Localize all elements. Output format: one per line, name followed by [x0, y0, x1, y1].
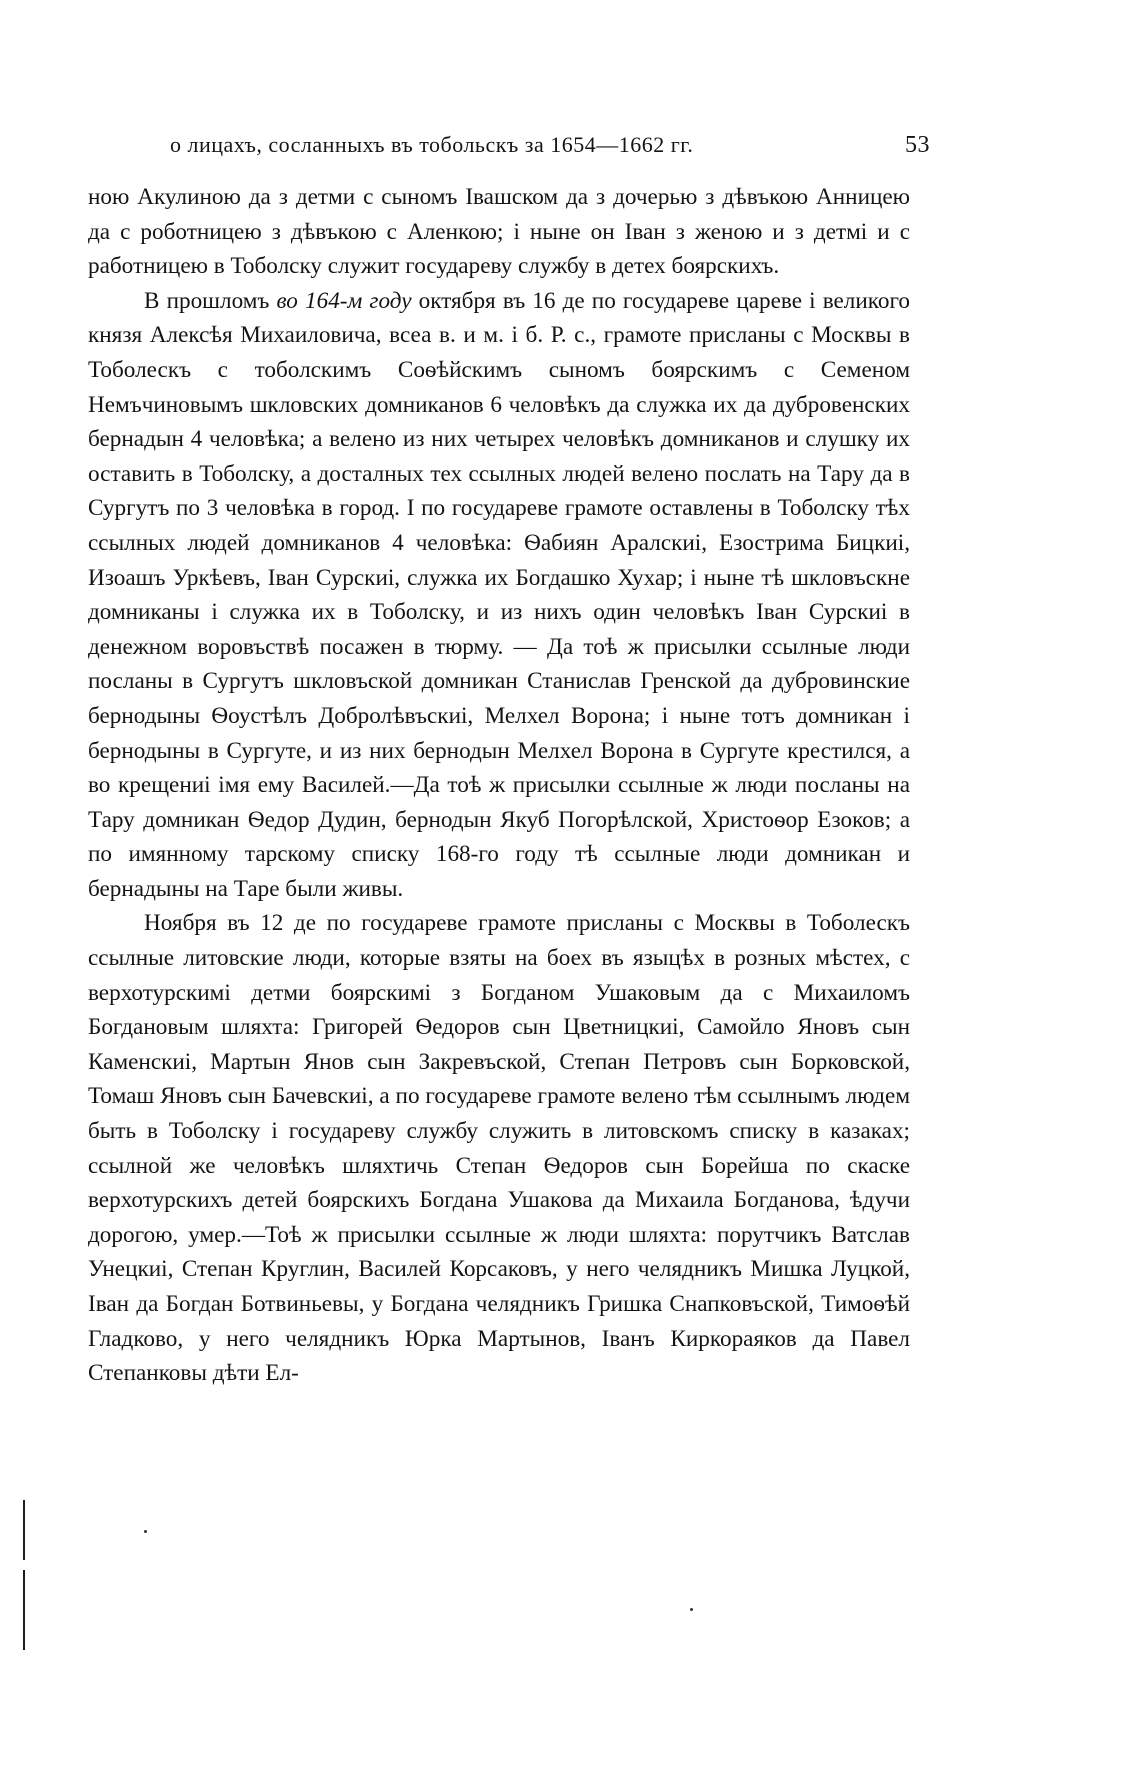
paragraph-164: [88, 284, 910, 907]
italic-year: во 164-м году: [276, 287, 412, 314]
scan-speck: [690, 1608, 693, 1611]
paragraph-text: ною Акулиною да з детми с сыномъ Івашском да з дочерью з дѣвъкою Анницею да с роботницею з дѣвъкою с Аленкою; і ныне он Іван з женою и з детмі и с работницею в Тоболску служит государеву службу в детех боярскихъ.: [88, 184, 910, 280]
scan-edge-line: [23, 1500, 25, 1560]
running-title: о лицахъ, сосланныхъ въ тобольскъ за 1654—1662 гг.: [170, 132, 694, 157]
scan-edge-line: [23, 1570, 25, 1650]
running-header: [96, 132, 930, 166]
paragraph-text: октября въ 16 де по государеве цареве і великого князя Алексѣя Михаиловича, всеа в. и м. і б. Р. с., грамоте присланы с Москвы в Тоболескъ с тоболскимъ Соѳѣйскимъ сыномъ боярскимъ с Семеном Немъчиновымъ шкловских домниканов 6 человѣкъ да служка их да дубровенских бернадын 4 человѣка; а велено из них четырех человѣкъ домниканов и слушку их оставить в Тоболску, а досталных тех ссылных людей велено послать на Тару да в Сургутъ по 3 человѣка в город. І по государеве грамоте оставлены в Тоболску тѣх ссылных людей домниканов 4 человѣка: Ѳабиян Аралскиі, Езострима Бицкиі, Изоашъ Уркѣевъ, Іван Сурскиі, служка их Богдашко Хухар; і ныне тѣ шкловъскне домниканы і служка их в Тоболску, и из нихъ один человѣкъ Іван Сурскиі в денежном воровъствѣ посажен в тюрму. — Да тоѣ ж присылки ссылные люди посланы в Сургутъ шкловъской домникан Станислав Гренской да дубровинские бернодыны Ѳоустѣлъ Добролѣвъскиі, Мелхел Ворона; і ныне тотъ домникан і бернодыны в Сургуте, и из них бернодын Мелхел Ворона в Сургуте крестился, а во крещениі імя ему Василей.—Да тоѣ ж присылки ссылные ж люди посланы на Тару домникан Ѳедор Дудин, бернодын Якуб Погорѣлской, Христоѳор Езоков; а по имянному тарскому списку 168-го году тѣ ссылные люди домникан и бернадыны на Таре были живы.: [88, 287, 910, 902]
page-number: 53: [905, 132, 930, 158]
page-body: [88, 180, 910, 1391]
paragraph-lead: В прошломъ: [144, 287, 277, 314]
paragraph-continuation: [88, 180, 910, 284]
scan-speck: [144, 1530, 147, 1533]
paragraph-november: [88, 906, 910, 1390]
paragraph-text: Ноября въ 12 де по государеве грамоте присланы с Москвы в Тоболескъ ссылные литовские люди, которые взяты на боех въ языцѣх в розных мѣстех, с верхотурскимі детми боярскимі з Богданом Ушаковым да с Михаиломъ Богдановым шляхта: Григорей Ѳедоров сын Цветницкиі, Самойло Яновъ сын Каменскиі, Мартын Янов сын Закревъской, Степан Петровъ сын Борковской, Томаш Яновъ сын Бачевскиі, а по государеве грамоте велено тѣм ссылнымъ людем быть в Тоболску і государеву службу служить в литовскомъ списку в казаках; ссылной же человѣкъ шляхтичь Степан Ѳедоров сын Борейша по скаске верхотурскихъ детей боярскихъ Богдана Ушакова да Михаила Богданова, ѣдучи дорогою, умер.—Тоѣ ж присылки ссылные ж люди шляхта: порутчикъ Ватслав Унецкиі, Степан Круглин, Василей Корсаковъ, у него челядникъ Мишка Луцкой, Іван да Богдан Ботвиньевы, у Богдана челядникъ Гришка Снапковъской, Тимоѳѣй Гладково, у него челядникъ Юрка Мартынов, Іванъ Киркораяков да Павел Степанковы дѣти Ел-: [88, 910, 910, 1387]
